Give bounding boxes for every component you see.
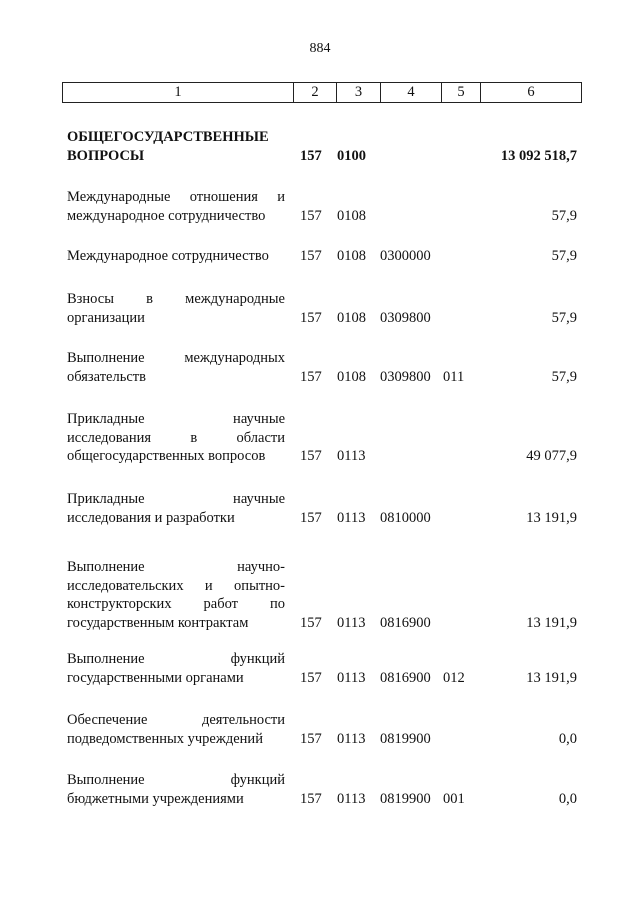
- row-cell-c4: 0816900: [380, 614, 431, 631]
- column-header-5: 5: [442, 83, 481, 103]
- row-cell-c2: 157: [300, 790, 322, 807]
- table-row: [67, 290, 582, 327]
- row-cell-c6: 0,0: [558, 790, 577, 807]
- row-cell-c6: 0,0: [558, 730, 577, 747]
- row-cell-c2: 157: [300, 509, 322, 526]
- page-number: 884: [309, 41, 331, 56]
- row-cell-c6: 13 191,9: [526, 614, 577, 631]
- row-cell-c5: 012: [443, 669, 465, 686]
- row-cell-c2: 157: [300, 309, 322, 326]
- row-cell-c2: 157: [300, 448, 322, 464]
- row-description: Выполнение международных обязательств: [67, 350, 285, 385]
- row-description: Прикладные научные исследования и разработки: [67, 491, 285, 526]
- table-row: [67, 247, 582, 266]
- row-cell-c6: 49 077,9: [526, 448, 577, 464]
- table-row: [67, 349, 582, 386]
- table-row: [67, 650, 582, 687]
- row-description: Обеспечение деятельности подведомственных учреждений: [67, 712, 285, 747]
- row-cell-c6: 13 092 518,7: [500, 147, 577, 164]
- row-description: Выполнение функций бюджетными учреждениями: [67, 772, 285, 807]
- row-cell-c6: 57,9: [551, 248, 577, 264]
- row-cell-c4: 0819900: [380, 730, 431, 747]
- row-cell-c4: 0816900: [380, 669, 431, 686]
- table-row: [67, 188, 582, 225]
- row-cell-c2: 157: [300, 248, 322, 264]
- column-header-6: 6: [481, 83, 582, 103]
- row-description: Прикладные научные исследования в области общегосударственных вопросов: [67, 411, 285, 464]
- row-cell-c4: 0300000: [380, 248, 431, 264]
- table-row: [67, 711, 582, 748]
- row-cell-c2: 157: [300, 669, 322, 686]
- row-cell-c3: 0108: [337, 309, 366, 326]
- row-cell-c2: 157: [300, 614, 322, 631]
- column-header-2: 2: [294, 83, 337, 103]
- row-cell-c2: 157: [300, 730, 322, 747]
- row-cell-c6: 57,9: [551, 368, 577, 385]
- row-cell-c6: 13 191,9: [526, 509, 577, 526]
- row-description: Выполнение функций государственными органами: [67, 651, 285, 686]
- table-row: [67, 410, 582, 466]
- row-cell-c3: 0113: [337, 509, 366, 526]
- row-description: Взносы в международные организации: [67, 291, 285, 326]
- row-cell-c2: 157: [300, 147, 322, 164]
- row-cell-c3: 0108: [337, 248, 366, 264]
- column-header-table: [62, 82, 582, 103]
- table-row: [67, 771, 582, 808]
- row-cell-c3: 0108: [337, 207, 366, 224]
- row-description: Международное сотрудничество: [67, 248, 269, 264]
- row-cell-c6: 13 191,9: [526, 669, 577, 686]
- table-row: [67, 128, 582, 165]
- row-cell-c4: 0810000: [380, 509, 431, 526]
- column-header-3: 3: [337, 83, 381, 103]
- row-cell-c5: 001: [443, 790, 465, 807]
- row-cell-c2: 157: [300, 207, 322, 224]
- row-cell-c5: 011: [443, 368, 465, 385]
- row-cell-c4: 0819900: [380, 790, 431, 807]
- row-cell-c3: 0113: [337, 614, 366, 631]
- row-description: ОБЩЕГОСУДАРСТВЕННЫЕ ВОПРОСЫ: [67, 129, 269, 164]
- row-cell-c4: 0309800: [380, 309, 431, 326]
- row-cell-c6: 57,9: [551, 207, 577, 224]
- row-cell-c3: 0113: [337, 669, 366, 686]
- row-cell-c2: 157: [300, 368, 322, 385]
- table-row: [67, 558, 582, 632]
- row-description: Международные отношения и международное сотрудничество: [67, 189, 285, 224]
- row-description: Выполнение научно-исследовательских и опытно-конструкторских работ по государственным контрактам: [67, 559, 285, 631]
- row-cell-c3: 0100: [337, 147, 366, 164]
- row-cell-c6: 57,9: [551, 309, 577, 326]
- column-header-1: 1: [63, 83, 294, 103]
- row-cell-c3: 0108: [337, 368, 366, 385]
- column-header-4: 4: [381, 83, 442, 103]
- table-row: [67, 490, 582, 527]
- row-cell-c3: 0113: [337, 448, 366, 464]
- row-cell-c3: 0113: [337, 790, 366, 807]
- row-cell-c4: 0309800: [380, 368, 431, 385]
- row-cell-c3: 0113: [337, 730, 366, 747]
